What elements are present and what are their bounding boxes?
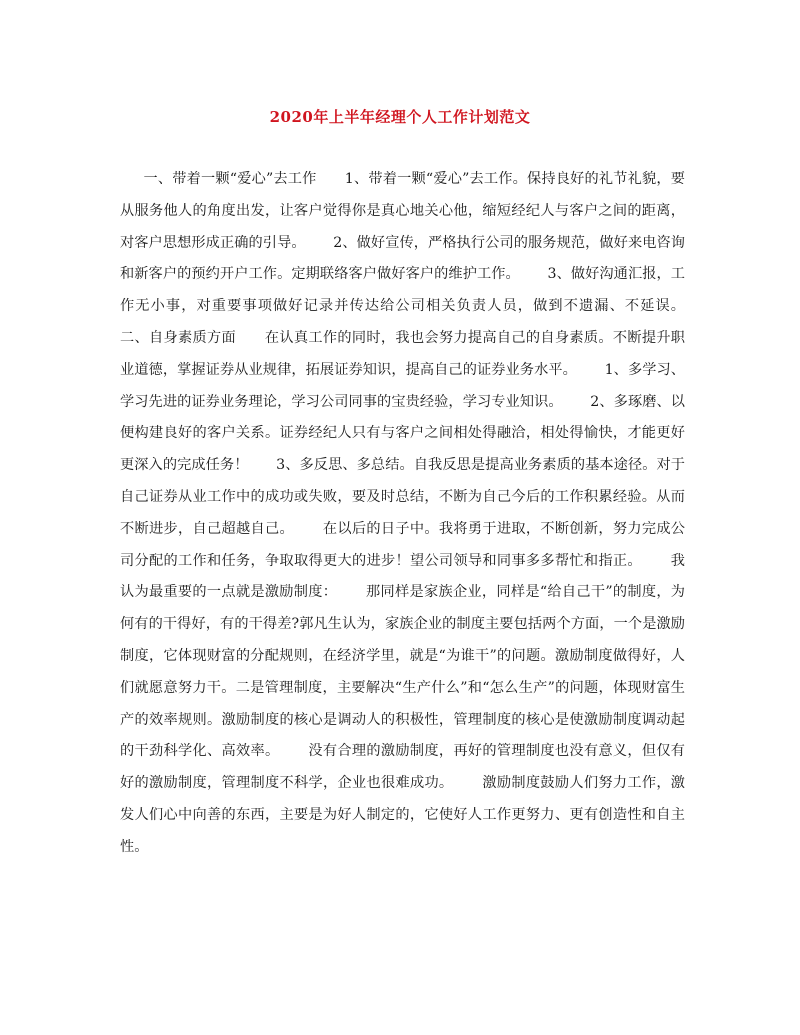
document-title: 2020年上半年经理个人工作计划范文	[269, 108, 531, 126]
document-body: 一、带着一颗“爱心”去工作 1、带着一颗“爱心”去工作。保持良好的礼节礼貌，要从服务他人的角度出发，让客户觉得你是真心地关心他，缩短经纪人与客户之间的距离，对客户思想形成正确的引导。 2、做好宣传，严格执行公司的服务规范，做好来电咨询和新客户的预约开户工作。定期联络客户做好客户的维护工作。 3、做好沟通汇报，工作无小事，对重要事项做好记录并传达给公司相关负责人员，做到不遗漏、不延误。 二、自身素质方面 在认真工作的同时，我也会努力提高自己的自身素质。不断提升职业道德，掌握证券从业规律，拓展证券知识，提高自己的证券业务水平。 1、多学习、学习先进的证券业务理论，学习公司同事的宝贵经验，学习专业知识。 2、多琢磨、以便构建良好的客户关系。证券经纪人只有与客户之间相处得融洽，相处得愉快，才能更好更深入的完成任务！ 3、多反思、多总结。自我反思是提高业务素质的基本途径。对于自己证券从业工作中的成功或失败，要及时总结，不断为自己今后的工作积累经验。从而不断进步，自己超越自己。 在以后的日子中。我将勇于进取，不断创新，努力完成公司分配的工作和任务，争取取得更大的进步！望公司领导和同事多多帮忙和指正。 我认为最重要的一点就是激励制度： 那同样是家族企业，同样是“给自己干”的制度，为何有的干得好，有的干得差?郭凡生认为，家族企业的制度主要包括两个方面，一个是激励制度，它体现财富的分配规则，在经济学里，就是“为谁干”的问题。激励制度做得好，人们就愿意努力干。二是管理制度，主要解决“生产什么”和“怎么生产”的问题，体现财富生产的效率规则。激励制度的核心是调动人的积极性，管理制度的核心是使激励制度调动起的干劲科学化、高效率。 没有合理的激励制度，再好的管理制度也没有意义，但仅有好的激励制度，管理制度不科学，企业也很难成功。 激励制度鼓励人们努力工作，激发人们心中向善的东西，主要是为好人制定的，它使好人工作更努力、更有创造性和自主性。	[120, 171, 713, 855]
